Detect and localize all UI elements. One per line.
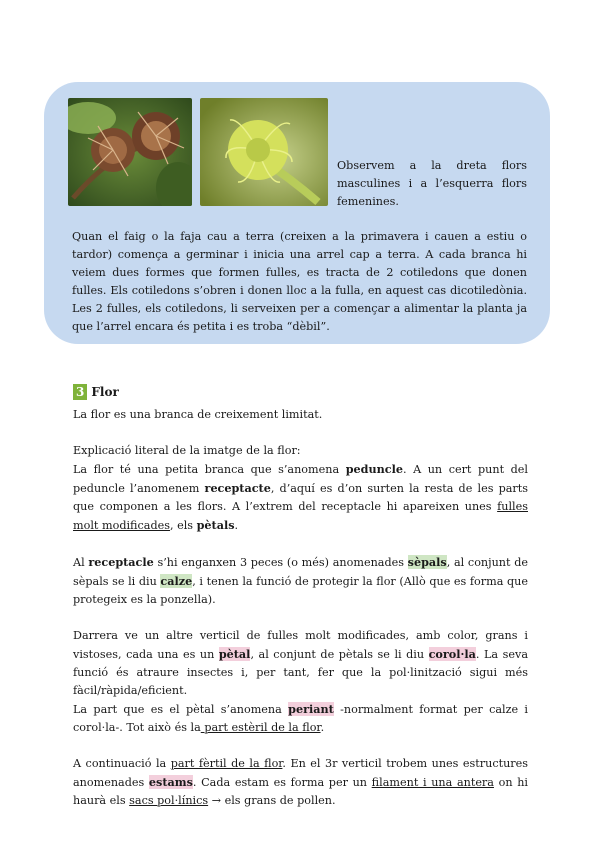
term-receptacle: receptacle [88, 555, 154, 569]
term-part-esteril: part estèril de la flor [200, 721, 321, 734]
flowers-caption-text: Observem a la dreta flors masculines i a l’esquerra flors femenines. [337, 159, 527, 208]
paragraph-2: Al receptacle s’hi enganxen 3 peces (o més) anomenades sèpals, al conjunt de sèpals se li diu calze, i tenen la funció de protegir la flor (Allò que es forma que protegeix es la ponzella). [73, 555, 529, 606]
flower-definition: La flor es una branca de creixement limitat. [73, 408, 323, 421]
term-petals: pètals [196, 518, 235, 532]
term-calze: calze [160, 574, 193, 588]
term-part-fertil: part fèrtil de la flor [170, 757, 283, 770]
term-fulles: fulles molt modificades [73, 500, 528, 532]
term-estams: estams [148, 775, 193, 789]
paragraph-3: Darrera ve un altre verticil de fulles molt modificades, amb color, grans i vistoses, cada una es un pètal, al conjunt de pètals se li diu corol·la. La seva funció és atraure insectes i, per tant, fer que la pol·linització sigui més fàcil/ràpida/eficient. La part que es el pètal s’anomena periant -normalment format per calze i corol·la-. Tot això és la part estèril de la flor. [73, 629, 528, 734]
paragraph-4: A continuació la part fèrtil de la flor. En el 3r verticil trobem unes estructures anomenades estams. Cada estam es forma per un filament i una antera on hi haurà els sacs pol·línics → els grans de pollen. [73, 757, 529, 807]
section-title: Flor [91, 385, 119, 399]
section-heading [73, 384, 119, 400]
germination-text: Quan el faig o la faja cau a terra (creixen a la primavera i cauen a estiu o tardor) comença a germinar i inicia una arrel cap a terra. A cada branca hi veiem dues formes que formen fulles, es tracta de 2 cotiledons que donen fulles. Els cotiledons s’obren i donen lloc a la fulla, en aquest cas dicotiledònia. Les 2 fulles, els cotiledons, li serveixen per a començar a alimentar la planta ja que l’arrel encara és petita i es troba “dèbil”. [72, 230, 527, 333]
term-sepals: sèpals [407, 555, 447, 569]
section-number-badge: 3 [73, 384, 87, 400]
male-flower-photo [200, 98, 328, 206]
term-sacs: sacs pol·línics [129, 794, 209, 807]
term-petal: pètal [218, 647, 251, 661]
section-content [73, 406, 528, 810]
female-flowers-photo [68, 98, 192, 206]
paragraph-1: Explicació literal de la imatge de la flor: La flor té una petita branca que s’anomena peduncle. A un cert punt del peduncle l’anomenem receptacte, d’aquí es d’on surten la resta de les parts que componen a les flors. A l’extrem del receptacle hi apareixen unes fulles molt modificades, els pètals. [73, 444, 529, 532]
term-corolla: corol·la [428, 647, 476, 661]
germination-paragraph [72, 228, 527, 336]
term-periant: periant [288, 702, 334, 716]
paragraph-1-heading: Explicació literal de la imatge de la flor: [73, 444, 301, 457]
term-filament: filament i una antera [371, 776, 494, 789]
flowers-caption [337, 157, 527, 211]
term-peduncle: peduncle [345, 462, 403, 476]
term-receptacte: receptacte [204, 481, 271, 495]
